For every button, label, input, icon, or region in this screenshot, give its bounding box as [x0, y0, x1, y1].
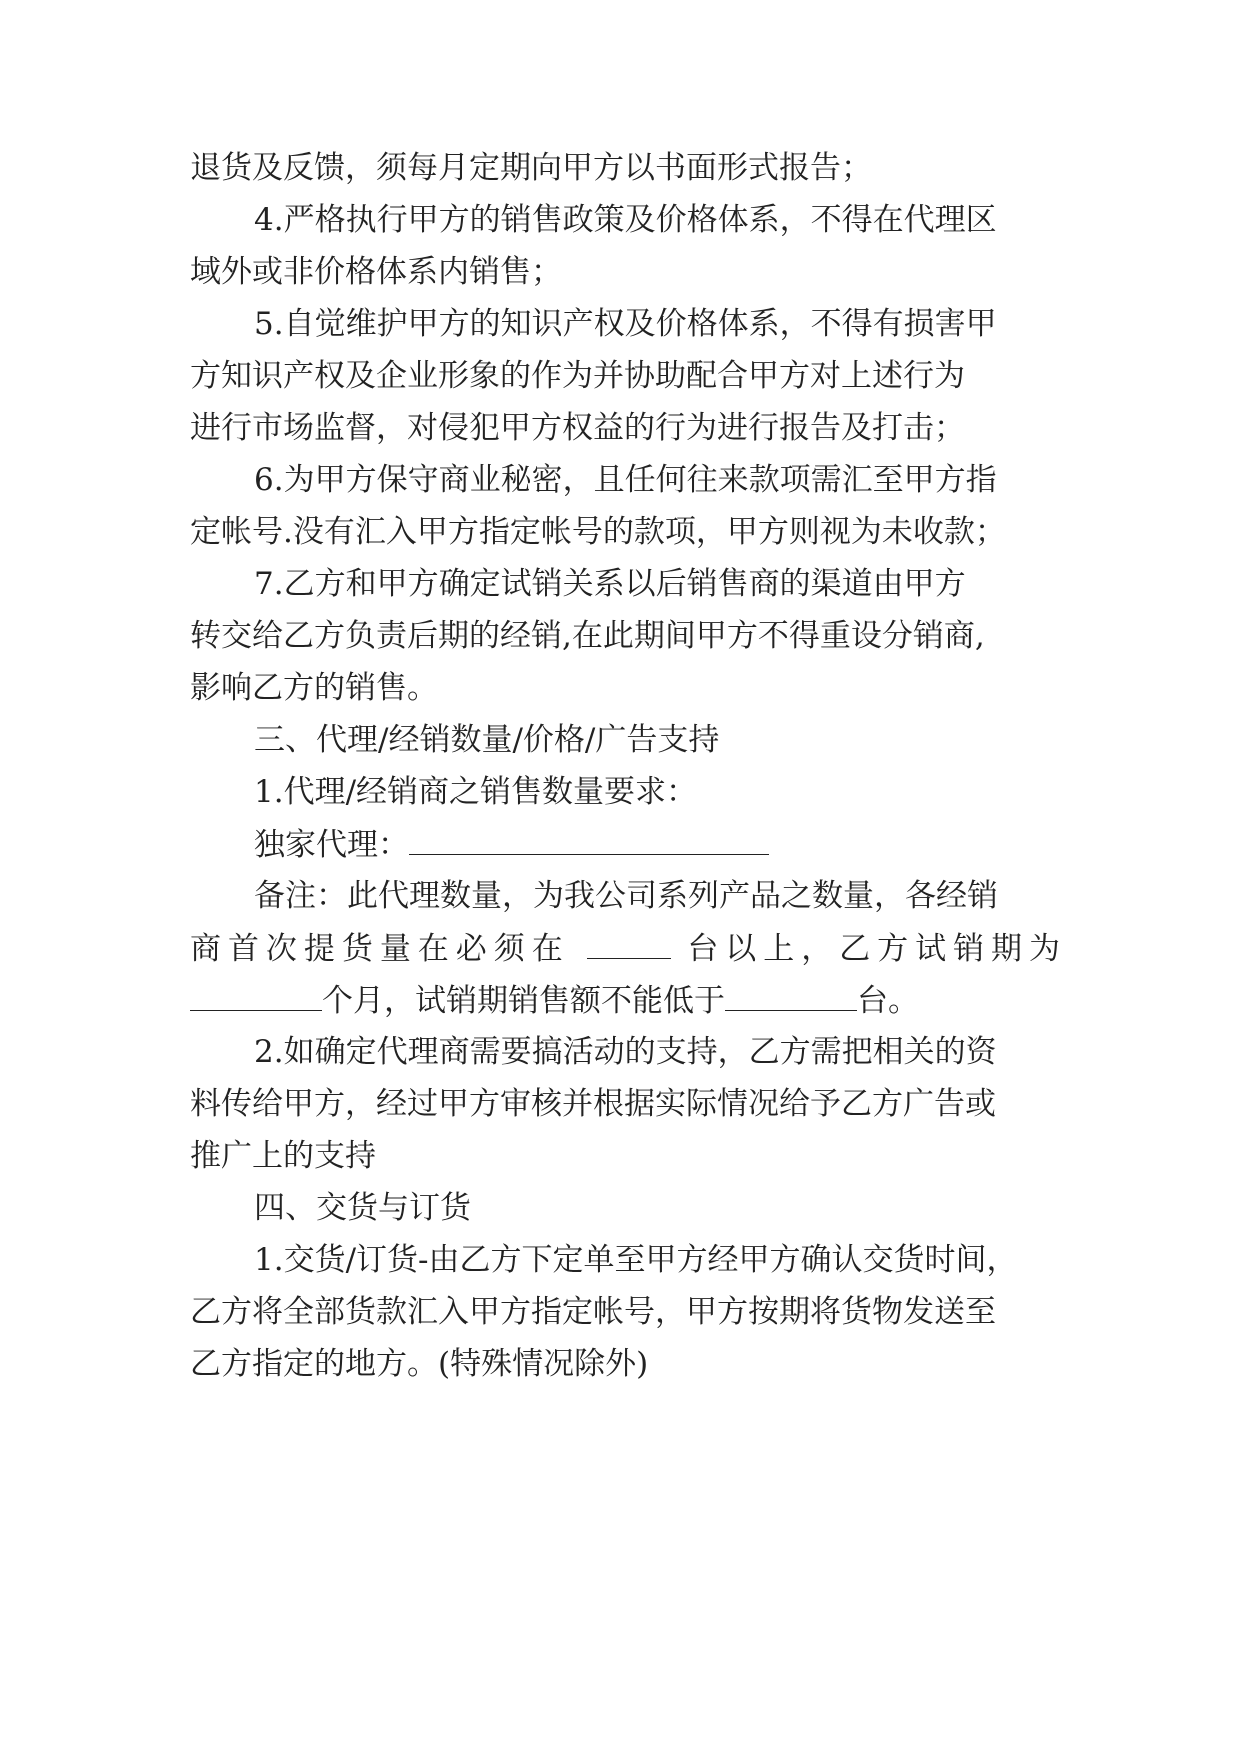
clause-4-line-1: 4.严格执行甲方的销售政策及价格体系，不得在代理区: [254, 202, 997, 238]
section-3-item-2-line-1: 2.如确定代理商需要搞活动的支持，乙方需把相关的资: [254, 1034, 997, 1070]
exclusive-agent-label: 独家代理：: [254, 827, 409, 863]
clause-7-line-3: 影响乙方的销售。: [190, 670, 438, 706]
exclusive-agent-row: [254, 820, 1060, 868]
section-3-item-1: 1.代理/经销商之销售数量要求：: [254, 774, 698, 810]
first-order-qty-blank: [587, 924, 671, 959]
section-4-item-1-line-2: 乙方将全部货款汇入甲方指定帐号，甲方按期将货物发送至: [190, 1294, 996, 1330]
clause-7-line-1: 7.乙方和甲方确定试销关系以后销售商的渠道由甲方: [254, 566, 966, 602]
min-sales-blank: [725, 976, 857, 1011]
trial-months-blank: [190, 976, 322, 1011]
clause-5-line-2: 方知识产权及企业形象的作为并协助配合甲方对上述行为: [190, 358, 965, 394]
exclusive-agent-blank: [409, 820, 769, 855]
clause-6-line-2: 定帐号.没有汇入甲方指定帐号的款项，甲方则视为未收款；: [190, 514, 1006, 550]
note-line-3: [190, 976, 1060, 1024]
section-4-item-1-line-3: 乙方指定的地方。(特殊情况除外): [190, 1346, 649, 1382]
note-text-b: 台以上，乙方试销期为: [687, 931, 1061, 967]
clause-4-line-2: 域外或非价格体系内销售；: [190, 254, 562, 290]
clause-5-line-1: 5.自觉维护甲方的知识产权及价格体系，不得有损害甲: [254, 306, 997, 342]
section-3-heading: 三、代理/经销数量/价格/广告支持: [254, 722, 720, 758]
section-4-item-1-line-1: 1.交货/订货-由乙方下定单至甲方经甲方确认交货时间，: [254, 1242, 1018, 1278]
clause-6-line-1: 6.为甲方保守商业秘密，且任何往来款项需汇至甲方指: [254, 462, 997, 498]
note-text-c: 个月，试销期销售额不能低于: [322, 983, 725, 1019]
note-text-d: 台。: [857, 983, 919, 1019]
section-3-item-2-line-3: 推广上的支持: [190, 1138, 376, 1174]
section-4-heading: 四、交货与订货: [254, 1190, 471, 1226]
clause-7-line-2: 转交给乙方负责后期的经销,在此期间甲方不得重设分销商,: [190, 618, 985, 654]
text-line: 退货及反馈，须每月定期向甲方以书面形式报告；: [190, 150, 872, 186]
note-text-a: 商首次提货量在必须在: [190, 931, 570, 967]
note-line-2: [190, 924, 1060, 972]
clause-5-line-3: 进行市场监督，对侵犯甲方权益的行为进行报告及打击；: [190, 410, 965, 446]
section-3-item-2-line-2: 料传给甲方，经过甲方审核并根据实际情况给予乙方广告或: [190, 1086, 996, 1122]
note-line-1: 备注：此代理数量，为我公司系列产品之数量，各经销: [254, 878, 998, 914]
